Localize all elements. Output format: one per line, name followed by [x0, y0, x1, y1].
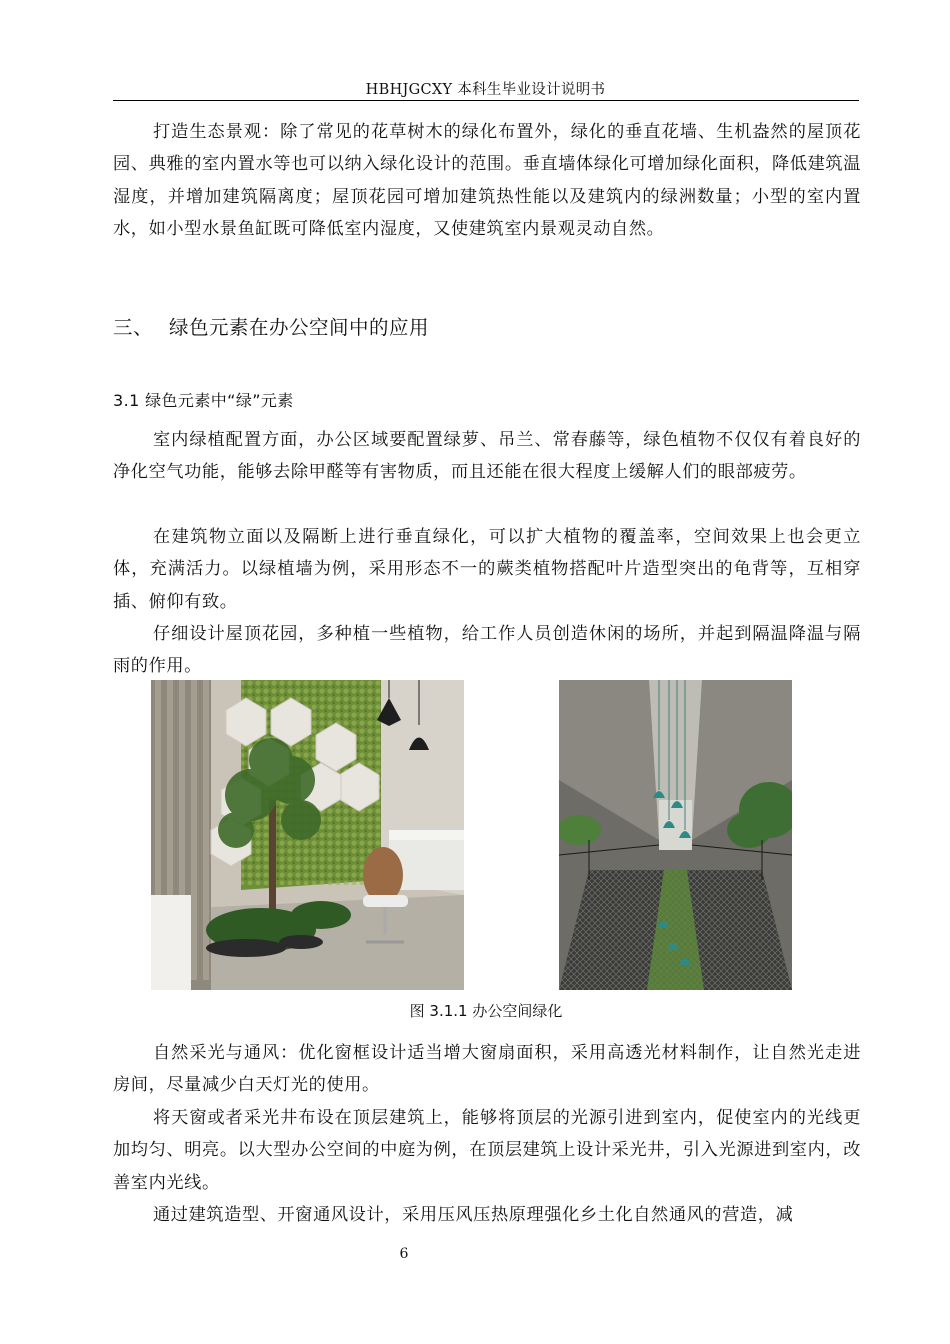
photo-atrium-skylight [559, 680, 792, 990]
paragraph-indoor-plants: 室内绿植配置方面，办公区域要配置绿萝、吊兰、常春藤等，绿色植物不仅仅有着良好的净化空气功能，能够去除甲醛等有害物质，而且还能在很大程度上缓解人们的眼部疲劳。 [113, 430, 861, 483]
photo-green-wall-office [151, 680, 464, 990]
figure-caption: 图 3.1.1 办公空间绿化 [409, 1002, 563, 1020]
section-title: 绿色元素在办公空间中的应用 [169, 316, 430, 339]
subsection-heading: 3.1 绿色元素中“绿”元素 [113, 391, 294, 410]
paragraph-ecological-landscape: 打造生态景观：除了常见的花草树木的绿化布置外，绿化的垂直花墙、生机盎然的屋顶花园、典雅的室内置水等也可以纳入绿化设计的范围。垂直墙体绿化可增加绿化面积，降低建筑温湿度，并增加建筑隔离度；屋顶花园可增加建筑热性能以及建筑内的绿洲数量；小型的室内置水，如小型水景鱼缸既可降低室内湿度，又使建筑室内景观灵动自然。 [113, 122, 861, 240]
paragraph-vertical-greening: 在建筑物立面以及隔断上进行垂直绿化，可以扩大植物的覆盖率，空间效果上也会更立体，充满活力。以绿植墙为例，采用形态不一的蕨类植物搭配叶片造型突出的龟背等，互相穿插、俯仰有致。 [113, 527, 861, 612]
page-number: 6 [399, 1246, 409, 1262]
paragraph-skylight: 将天窗或者采光井布设在顶层建筑上，能够将顶层的光源引进到室内，促使室内的光线更加均匀、明亮。以大型办公空间的中庭为例，在顶层建筑上设计采光井，引入光源进到室内，改善室内光线。 [113, 1108, 861, 1193]
section-number: 三、 [113, 316, 154, 339]
running-header: HBHJGCXY 本科生毕业设计说明书 [365, 82, 606, 98]
paragraph-ventilation: 通过建筑造型、开窗通风设计，采用压风压热原理强化乡土化自然通风的营造，减 [153, 1205, 794, 1225]
paragraph-roof-garden: 仔细设计屋顶花园，多种植一些植物，给工作人员创造休闲的场所，并起到隔温降温与隔雨的作用。 [113, 624, 861, 677]
header-rule [113, 100, 859, 101]
paragraph-natural-lighting: 自然采光与通风：优化窗框设计适当增大窗扇面积，采用高透光材料制作，让自然光走进房间，尽量减少白天灯光的使用。 [113, 1043, 861, 1096]
section-heading [113, 312, 429, 340]
